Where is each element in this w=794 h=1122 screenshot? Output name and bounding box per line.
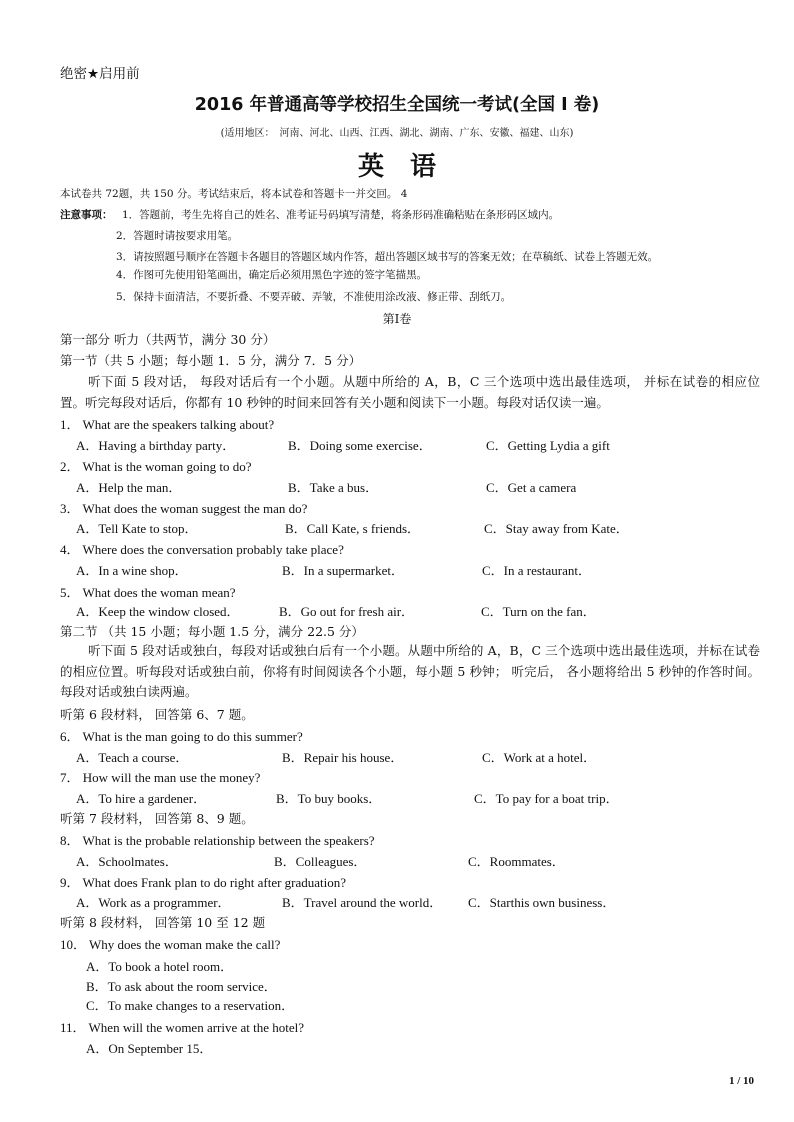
material-label: 听第 6 段材料， 回答第 6、7 题。: [60, 707, 254, 722]
option-a: A．Help the man．: [76, 480, 182, 495]
volume-label: 第Ⅰ卷: [382, 312, 412, 326]
question-stem: 1． What are the speakers talking about?: [60, 417, 275, 432]
option-a: A．On September 15．: [86, 1041, 213, 1056]
question-stem: 10． Why does the woman make the call?: [60, 937, 281, 952]
section-one-heading: 第一节（共 5 小题；每小题 1．5 分，满分 7．5 分）: [60, 353, 362, 368]
option-b: B．To ask about the room service．: [86, 979, 277, 994]
option-c: C．Get a camera: [486, 480, 577, 495]
option-c: C．Stay away from Kate．: [484, 521, 629, 536]
option-a: A．Tell Kate to stop．: [76, 521, 198, 536]
section-two-heading: 第二节 （共 15 小题；每小题 1.5 分，满分 22.5 分）: [60, 624, 364, 639]
option-a: A．Schoolmates．: [76, 854, 178, 869]
question-stem: 6． What is the man going to do this summer?: [60, 729, 303, 744]
option-c: C．Starthis own business．: [468, 895, 616, 910]
option-c: C．To make changes to a reservation．: [86, 998, 295, 1013]
option-a: A．To book a hotel room．: [86, 959, 234, 974]
question-stem: 5． What does the woman mean?: [60, 585, 236, 600]
option-a: A．Work as a programmer．: [76, 895, 231, 910]
option-a: A．To hire a gardener．: [76, 791, 207, 806]
option-b: B．Doing some exercise．: [288, 438, 432, 453]
section-two-intro: 听下面 5 段对话或独白，每段对话或独白后有一个小题。从题中所给的 A，B，C 三个选项中选出最佳选项，并标在试卷的相应位置。听每段对话或独白前，你将有时间阅读各个小题，每小题 5 秒钟； 听完后， 各小题将给出 5 秒钟的作答时间。 每段对话或独白读两遍。: [60, 643, 760, 699]
section-one-intro: 听下面 5 段对话， 每段对话后有一个小题。从题中所给的 A，B，C 三个选项中选出最佳选项， 并标在试卷的相应位置。听完每段对话后，你都有 10 秒钟的时间来回答有关小题和阅读下一小题。每段对话仅读一遍。: [60, 374, 760, 410]
option-b: B．Take a bus．: [288, 480, 379, 495]
option-b: B．Colleagues．: [274, 854, 367, 869]
question-stem: 7． How will the man use the money?: [60, 770, 261, 785]
question-stem: 2． What is the woman going to do?: [60, 459, 252, 474]
option-c: C．Getting Lydia a gift: [486, 438, 610, 453]
option-b: B．Go out for fresh air．: [279, 604, 415, 619]
part-one-heading: 第一部分 听力（共两节，满分 30 分）: [60, 332, 276, 347]
option-a: A．Keep the window closed．: [76, 604, 240, 619]
option-b: B．Call Kate, s friends．: [285, 521, 421, 536]
subject-title: 英语: [357, 152, 462, 182]
option-b: B．Travel around the world．: [282, 895, 443, 910]
option-a: A．In a wine shop．: [76, 563, 188, 578]
page-number: 1 / 10: [728, 1075, 754, 1087]
question-stem: 3． What does the woman suggest the man do?: [60, 501, 308, 516]
notice-item: 1．答题前，考生先将自己的姓名、准考证号码填写清楚，将条形码准确粘贴在条形码区域内。: [122, 209, 560, 221]
exam-meta: 本试卷共 72题，共 150 分。考试结束后，将本试卷和答题卡一并交回。 4: [60, 188, 408, 200]
question-stem: 4． Where does the conversation probably take place?: [60, 542, 344, 557]
classified-label: 绝密★启用前: [60, 66, 140, 82]
option-c: C．Roommates．: [468, 854, 565, 869]
option-c: C．Work at a hotel．: [482, 750, 597, 765]
question-stem: 9． What does Frank plan to do right after graduation?: [60, 875, 347, 890]
notice-item: 5．保持卡面清洁，不要折叠、不要弄破、弄皱，不准使用涂改液、修正带、刮纸刀。: [116, 291, 512, 303]
notice-item: 3．请按照题号顺序在答题卡各题目的答题区域内作答，超出答题区域书写的答案无效；在草稿纸、试卷上答题无效。: [116, 251, 659, 263]
option-c: C．In a restaurant．: [482, 563, 592, 578]
notice-label: 注意事项：: [60, 209, 113, 221]
material-label: 听第 8 段材料， 回答第 10 至 12 题: [60, 915, 266, 930]
question-stem: 11． When will the women arrive at the hotel?: [60, 1020, 305, 1035]
option-a: A．Teach a course．: [76, 750, 189, 765]
option-b: B．In a supermarket．: [282, 563, 405, 578]
notice-item: 2．答题时请按要求用笔。: [116, 230, 239, 242]
notice-item: 4．作图可先使用铅笔画出，确定后必须用黑色字迹的签字笔描黑。: [116, 269, 428, 281]
option-a: A．Having a birthday party．: [76, 438, 236, 453]
option-c: C．To pay for a boat trip．: [474, 791, 619, 806]
exam-title: 2016 年普通高等学校招生全国统一考试(全国 I 卷): [194, 95, 600, 115]
option-b: B．To buy books．: [276, 791, 382, 806]
option-c: C．Turn on the fan．: [481, 604, 596, 619]
applicable-regions: (适用地区： 河南、河北、山西、江西、湖北、湖南、广东、安徽、福建、山东): [220, 128, 574, 139]
question-stem: 8． What is the probable relationship between the speakers?: [60, 833, 375, 848]
option-b: B．Repair his house．: [282, 750, 404, 765]
material-label: 听第 7 段材料， 回答第 8、9 题。: [60, 811, 254, 826]
